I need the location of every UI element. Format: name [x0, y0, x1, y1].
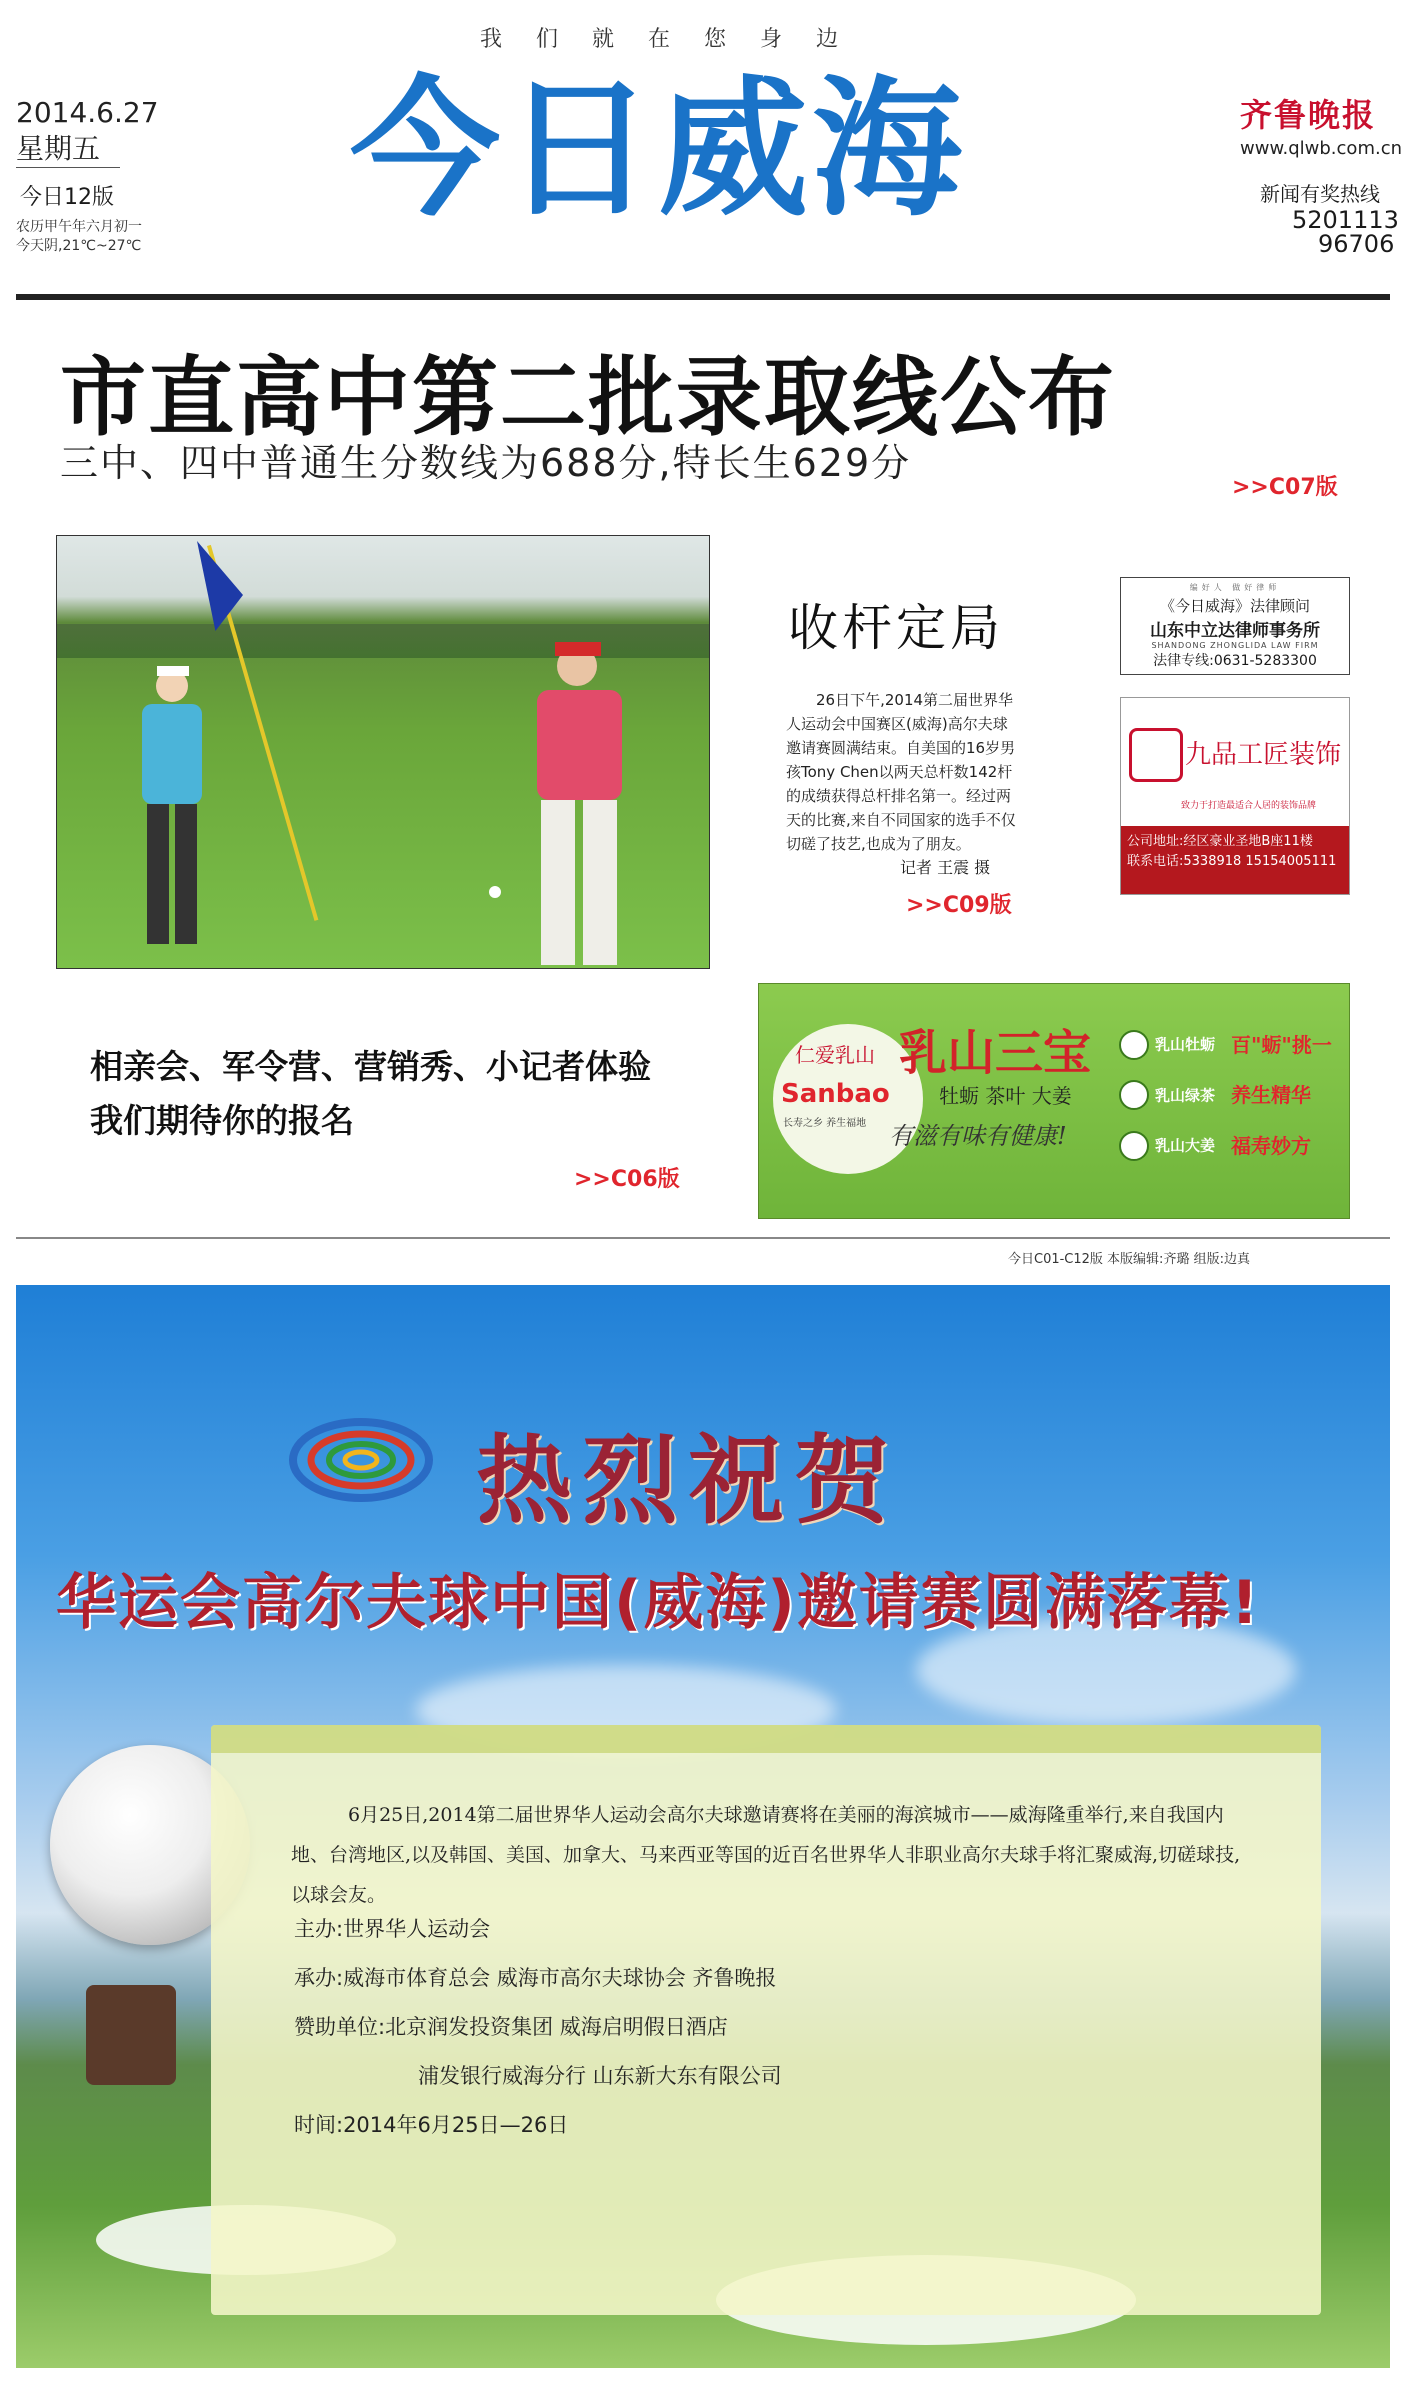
section-divider — [16, 1237, 1390, 1239]
photo-story-page-link[interactable]: >>C09版 — [906, 893, 1012, 918]
partner-logo: 齐鲁晚报 — [1240, 96, 1377, 134]
lead-headline[interactable]: 市直高中第二批录取线公布 — [60, 348, 1116, 448]
product-name: 乳山绿茶 — [1155, 1086, 1216, 1104]
golf-congrats-ad[interactable] — [16, 1285, 1390, 2368]
ad-organizer: 承办:威海市体育总会 威海市高尔夫球协会 齐鲁晚报 — [294, 1966, 777, 1990]
rushan-sanbao-ad[interactable] — [758, 983, 1350, 1219]
decoration-address: 公司地址:经区豪业圣地B座11楼 — [1127, 834, 1313, 849]
law-ad-phone: 法律专线:0631-5283300 — [1153, 653, 1317, 669]
ad-congrats-title: 热烈祝贺 — [476, 1424, 900, 1537]
decoration-phone: 联系电话:5338918 15154005111 — [1127, 854, 1337, 869]
decoration-logo-icon — [1129, 728, 1183, 782]
masthead-divider — [16, 294, 1390, 300]
ad-time: 时间:2014年6月25日—26日 — [294, 2113, 569, 2137]
hotline-label: 新闻有奖热线 — [1260, 182, 1380, 206]
newspaper-title: 今日威海 — [350, 63, 967, 237]
photo-flag — [197, 541, 243, 631]
law-ad-line1: 《今日威海》法律顾问 — [1159, 597, 1310, 615]
ad-banner-text: 华运会高尔夫球中国(威海)邀请赛圆满落幕! — [56, 1568, 1261, 1638]
rushan-product — [1119, 1019, 1332, 1070]
ginger-icon — [1119, 1131, 1149, 1161]
photo-story-title[interactable]: 收杆定局 — [788, 599, 1004, 657]
decoration-slogan: 致力于打造最适合人居的装饰品牌 — [1181, 801, 1317, 811]
photo-byline: 记者 王震 摄 — [900, 858, 991, 877]
tea-icon — [1119, 1080, 1149, 1110]
law-ad-tagline: 编好人 做好律师 — [1189, 583, 1281, 592]
events-page-link[interactable]: >>C06版 — [574, 1167, 680, 1192]
decoration-company-name: 九品工匠装饰 — [1185, 740, 1342, 770]
lead-subhead: 三中、四中普通生分数线为688分,特长生629分 — [60, 441, 912, 485]
law-ad-firm-name: 山东中立达律师事务所 — [1150, 621, 1320, 641]
photo-story-body: 26日下午,2014第二届世界华人运动会中国赛区(威海)高尔夫球邀请赛圆满结束。自美国的16岁男孩Tony Chen以两天总杆数142杆的成绩获得总杆排名第一。经过两天的比赛,来自不同国家的选手不仅切磋了技艺,也成为了朋友。 — [786, 691, 1016, 853]
law-ad-english-name: SHANDONG ZHONGLIDA LAW FIRM — [1151, 641, 1319, 650]
issue-date-block — [16, 95, 159, 168]
rushan-ad-title: 乳山三宝 — [899, 1025, 1092, 1081]
golf-bag-icon — [86, 1985, 176, 2085]
issue-weekday: 星期五 — [16, 131, 120, 168]
masthead-slogan: 我们就在您身边 — [480, 27, 873, 52]
ad-credits — [294, 1905, 782, 2150]
rushan-ad-subtitle: 牡蛎 茶叶 大姜 — [939, 1084, 1072, 1108]
ad-sponsor-1: 赞助单位:北京润发投资集团 威海启明假日酒店 — [294, 2015, 728, 2039]
lunar-date: 农历甲午年六月初一 — [16, 219, 142, 235]
ad-info-panel-edge — [211, 1725, 1321, 1753]
games-emblem-icon — [286, 1415, 436, 1505]
rushan-brand-b: Sanbao — [781, 1079, 890, 1109]
lead-page-link[interactable]: >>C07版 — [1232, 475, 1338, 500]
product-name: 乳山大姜 — [1155, 1136, 1216, 1155]
rushan-brand-c: 长寿之乡 养生福地 — [783, 1118, 867, 1129]
product-motto: 福寿妙方 — [1231, 1133, 1312, 1158]
rushan-product — [1119, 1120, 1332, 1171]
rushan-product — [1119, 1070, 1332, 1121]
photo-golfer-man — [507, 636, 647, 968]
partner-url[interactable]: www.qlwb.com.cn — [1240, 138, 1402, 159]
events-promo[interactable] — [90, 1040, 651, 1148]
hotline-number-1: 5201113 — [1292, 206, 1399, 234]
weather: 今天阴,21℃~27℃ — [16, 238, 142, 254]
product-name: 乳山牡蛎 — [1155, 1035, 1216, 1054]
product-motto: 百"蛎"挑一 — [1231, 1032, 1332, 1057]
decoration-ad[interactable] — [1120, 697, 1350, 895]
oyster-icon — [1119, 1030, 1149, 1060]
product-motto: 养生精华 — [1231, 1083, 1312, 1107]
lunar-weather — [16, 218, 142, 256]
page-folio: 今日C01-C12版 本版编辑:齐璐 组版:边真 — [1008, 1252, 1250, 1267]
edition-count: 今日12版 — [20, 185, 114, 210]
events-line2: 我们期待你的报名 — [90, 1101, 354, 1140]
issue-date: 2014.6.27 — [16, 96, 159, 129]
decoration-contact-bar — [1121, 826, 1349, 894]
hotline-number-2: 96706 — [1318, 230, 1395, 258]
ad-paragraph: 6月25日,2014第二届世界华人运动会高尔夫球邀请赛将在美丽的海滨城市——威海隆重举行,来自我国内地、台湾地区,以及韩国、美国、加拿大、马来西亚等国的近百名世界华人非职业高尔夫球手将汇聚威海,切磋球技,以球会友。 — [291, 1804, 1241, 1906]
rushan-ad-script: 有滋有味有健康! — [889, 1122, 1067, 1150]
photo-golf-ball — [489, 886, 501, 898]
rushan-product-list — [1119, 1019, 1332, 1171]
ad-host: 主办:世界华人运动会 — [294, 1917, 491, 1941]
rushan-brand-a: 仁爱乳山 — [795, 1043, 875, 1067]
ad-sponsor-2: 浦发银行威海分行 山东新大东有限公司 — [418, 2064, 782, 2088]
photo-golfer-woman — [117, 656, 207, 956]
law-firm-ad[interactable] — [1120, 577, 1350, 675]
golf-photo[interactable] — [56, 535, 710, 969]
events-line1: 相亲会、军令营、营销秀、小记者体验 — [90, 1047, 651, 1086]
